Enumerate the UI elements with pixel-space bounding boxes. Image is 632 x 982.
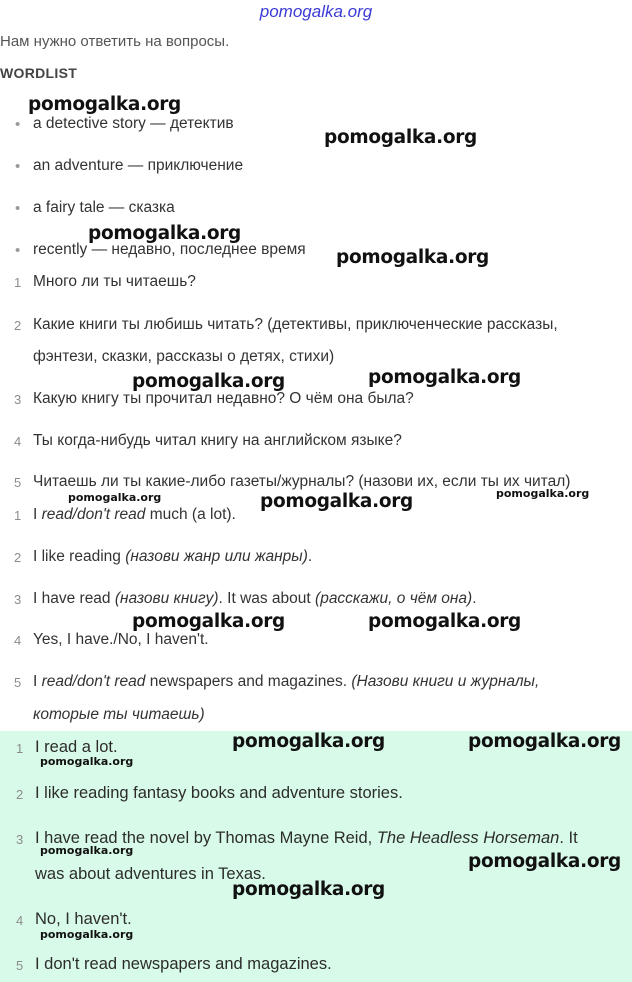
watermark: pomogalka.org <box>132 611 285 632</box>
template-number: 2 <box>14 550 22 565</box>
template-4: Yes, I have./No, I haven't. <box>33 631 209 648</box>
bullet-icon: • <box>15 242 21 259</box>
question-number: 5 <box>14 475 22 490</box>
watermark: pomogalka.org <box>40 755 134 768</box>
question-number: 3 <box>14 392 22 407</box>
watermark: pomogalka.org <box>468 851 621 872</box>
answer-number: 4 <box>16 913 24 928</box>
watermark: pomogalka.org <box>324 127 477 148</box>
watermark: pomogalka.org <box>88 223 241 244</box>
watermark: pomogalka.org <box>260 491 413 512</box>
template-5-line1: I read/don't read newspapers and magazines. (Назови книги и журналы, <box>33 673 540 690</box>
template-number: 4 <box>14 633 22 648</box>
question-3: Какую книгу ты прочитал недавно? О чём она была? <box>33 390 414 407</box>
watermark: pomogalka.org <box>28 94 181 115</box>
question-number: 1 <box>14 275 22 290</box>
bullet-icon: • <box>15 158 21 175</box>
answer-3-line2: was about adventures in Texas. <box>35 865 266 883</box>
answer-5: I don't read newspapers and magazines. <box>35 955 332 973</box>
question-number: 4 <box>14 434 22 449</box>
template-number: 1 <box>14 508 22 523</box>
template-number: 3 <box>14 592 22 607</box>
answer-2: I like reading fantasy books and adventure stories. <box>35 784 403 802</box>
site-link[interactable]: pomogalka.org <box>259 2 373 21</box>
watermark: pomogalka.org <box>368 367 521 388</box>
watermark: pomogalka.org <box>468 731 621 752</box>
watermark: pomogalka.org <box>40 928 134 941</box>
answer-1: I read a lot. <box>35 738 118 756</box>
answer-number: 5 <box>16 958 24 973</box>
watermark: pomogalka.org <box>132 371 285 392</box>
question-1: Много ли ты читаешь? <box>33 273 196 290</box>
watermark: pomogalka.org <box>232 879 385 900</box>
watermark: pomogalka.org <box>232 731 385 752</box>
wordlist-item: an adventure — приключение <box>33 157 244 174</box>
wordlist-item: a fairy tale — сказка <box>33 199 175 216</box>
bullet-icon: • <box>15 116 21 133</box>
answer-3-line1: I have read the novel by Thomas Mayne Reid, The Headless Horseman. It <box>35 829 578 847</box>
template-number: 5 <box>14 675 22 690</box>
intro-text: Нам нужно ответить на вопросы. <box>0 33 230 50</box>
bullet-icon: • <box>15 200 21 217</box>
answer-number: 1 <box>16 741 24 756</box>
template-1: I read/don't read much (a lot). <box>33 506 236 523</box>
wordlist-title: WORDLIST <box>0 65 78 81</box>
template-3: I have read (назови книгу). It was about (расскажи, о чём она). <box>33 590 477 607</box>
template-2: I like reading (назови жанр или жанры). <box>33 548 313 565</box>
template-5-line2: которые ты читаешь) <box>33 706 205 723</box>
watermark: pomogalka.org <box>40 844 134 857</box>
watermark: pomogalka.org <box>496 487 590 500</box>
question-number: 2 <box>14 318 22 333</box>
wordlist-item: recently — недавно, последнее время <box>33 241 306 258</box>
question-4: Ты когда-нибудь читал книгу на английском языке? <box>33 432 402 449</box>
watermark: pomogalka.org <box>336 247 489 268</box>
question-2-line1: Какие книги ты любишь читать? (детективы, приключенческие рассказы, <box>33 316 558 333</box>
question-5: Читаешь ли ты какие-либо газеты/журналы? (назови их, если ты их читал) <box>33 473 571 490</box>
answer-number: 2 <box>16 787 24 802</box>
watermark: pomogalka.org <box>368 611 521 632</box>
watermark: pomogalka.org <box>68 491 162 504</box>
wordlist-item: a detective story — детектив <box>33 115 234 132</box>
answer-number: 3 <box>16 832 24 847</box>
answer-4: No, I haven't. <box>35 910 132 928</box>
question-2-line2: фэнтези, сказки, рассказы о детях, стихи) <box>33 348 335 365</box>
